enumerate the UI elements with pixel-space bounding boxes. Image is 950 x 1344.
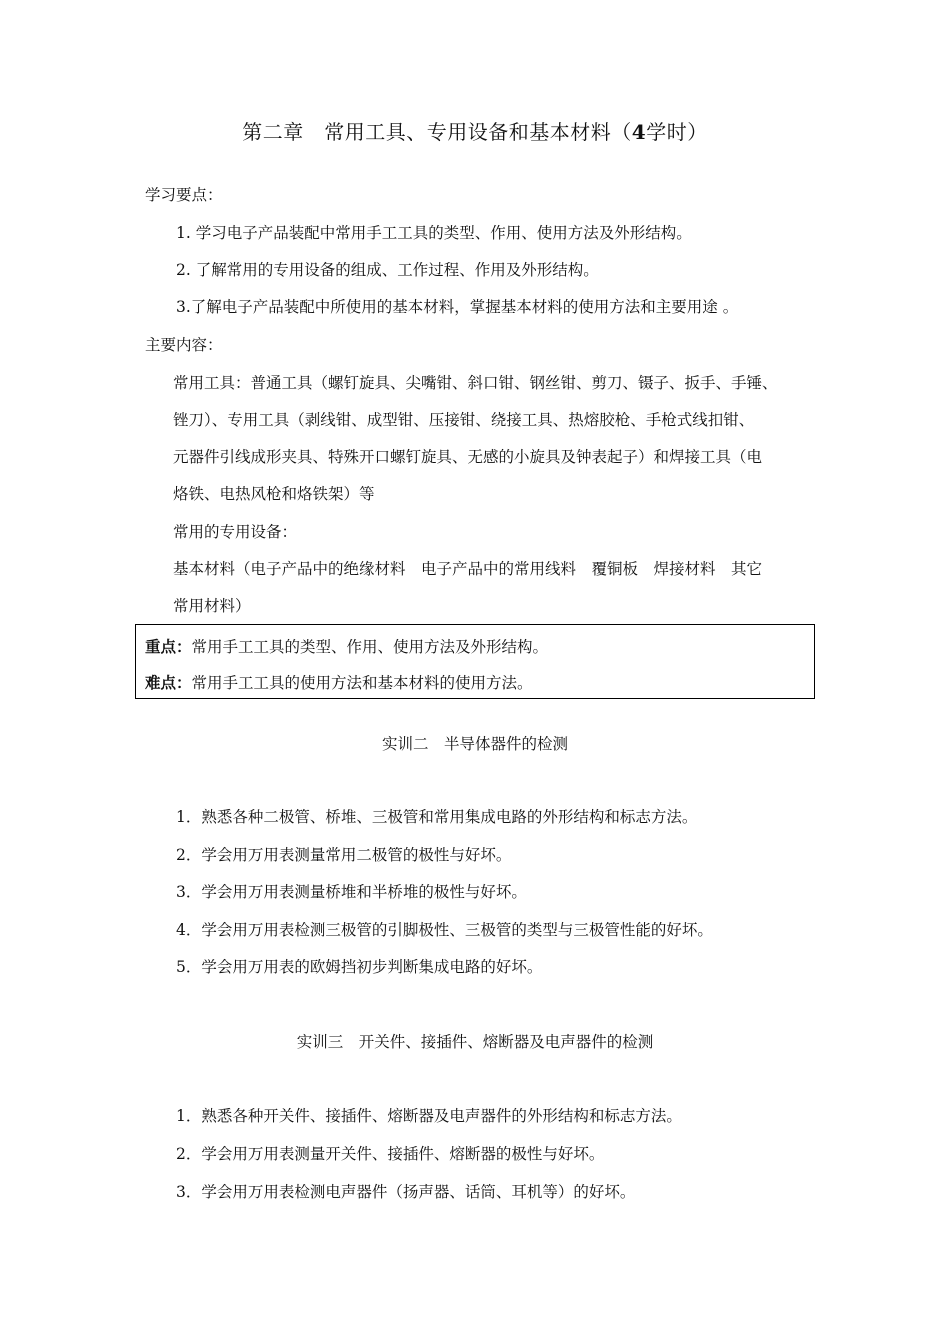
chapter-title-hours: 4 — [631, 120, 647, 144]
training3-title: 实训三 开关件、接插件、熔断器及电声器件的检测 — [296, 1033, 654, 1051]
training2-title: 实训二 半导体器件的检测 — [381, 735, 568, 753]
difficult-point — [145, 672, 533, 694]
content-line: 常用材料） — [173, 597, 251, 615]
training2-item: 5．学会用万用表的欧姆挡初步判断集成电路的好坏。 — [176, 958, 543, 976]
training2-item: 1．熟悉各种二极管、桥堆、三极管和常用集成电路的外形结构和标志方法。 — [176, 808, 698, 826]
keypoints-box — [135, 624, 815, 699]
training3-item: 3．学会用万用表检测电声器件（扬声器、话筒、耳机等）的好坏。 — [176, 1183, 636, 1201]
training2-item: 4．学会用万用表检测三极管的引脚极性、三极管的类型与三极管性能的好坏。 — [176, 921, 713, 939]
content-line: 锉刀）、专用工具（剥线钳、成型钳、压接钳、绕接工具、热熔胶枪、手枪式线扣钳、 — [173, 411, 755, 429]
training3-item: 2．学会用万用表测量开关件、接插件、熔断器的极性与好坏。 — [176, 1145, 605, 1163]
training2-item: 2．学会用万用表测量常用二极管的极性与好坏。 — [176, 846, 512, 864]
key-point-label: 重点： — [145, 637, 192, 656]
objective-item: 3.了解电子产品装配中所使用的基本材料，掌握基本材料的使用方法和主要用途 。 — [176, 298, 739, 316]
objective-item: 2. 了解常用的专用设备的组成、工作过程、作用及外形结构。 — [176, 261, 599, 279]
content-line: 烙铁、电热风枪和烙铁架）等 — [173, 485, 375, 503]
content-heading: 主要内容： — [145, 336, 223, 354]
training2-item: 3．学会用万用表测量桥堆和半桥堆的极性与好坏。 — [176, 883, 527, 901]
content-line: 基本材料（电子产品中的绝缘材料 电子产品中的常用线料 覆铜板 焊接材料 其它 — [173, 560, 763, 578]
content-line: 元器件引线成形夹具、特殊开口螺钉旋具、无感的小旋具及钟表起子）和焊接工具（电 — [173, 448, 763, 466]
chapter-title-suffix: 学时） — [646, 120, 708, 144]
chapter-title — [0, 117, 950, 147]
content-line: 常用的专用设备： — [173, 523, 298, 541]
objectives-heading: 学习要点： — [145, 186, 223, 204]
objective-item: 1. 学习电子产品装配中常用手工工具的类型、作用、使用方法及外形结构。 — [176, 224, 692, 242]
key-point — [145, 636, 548, 658]
key-point-text: 常用手工工具的类型、作用、使用方法及外形结构。 — [191, 638, 549, 656]
content-line: 常用工具：普通工具（螺钉旋具、尖嘴钳、斜口钳、钢丝钳、剪刀、镊子、扳手、手锤、 — [173, 374, 778, 392]
difficult-point-text: 常用手工工具的使用方法和基本材料的使用方法。 — [191, 674, 533, 692]
training3-item: 1．熟悉各种开关件、接插件、熔断器及电声器件的外形结构和标志方法。 — [176, 1107, 682, 1125]
difficult-point-label: 难点： — [145, 673, 192, 692]
chapter-title-prefix: 第二章 常用工具、专用设备和基本材料（ — [242, 120, 632, 144]
